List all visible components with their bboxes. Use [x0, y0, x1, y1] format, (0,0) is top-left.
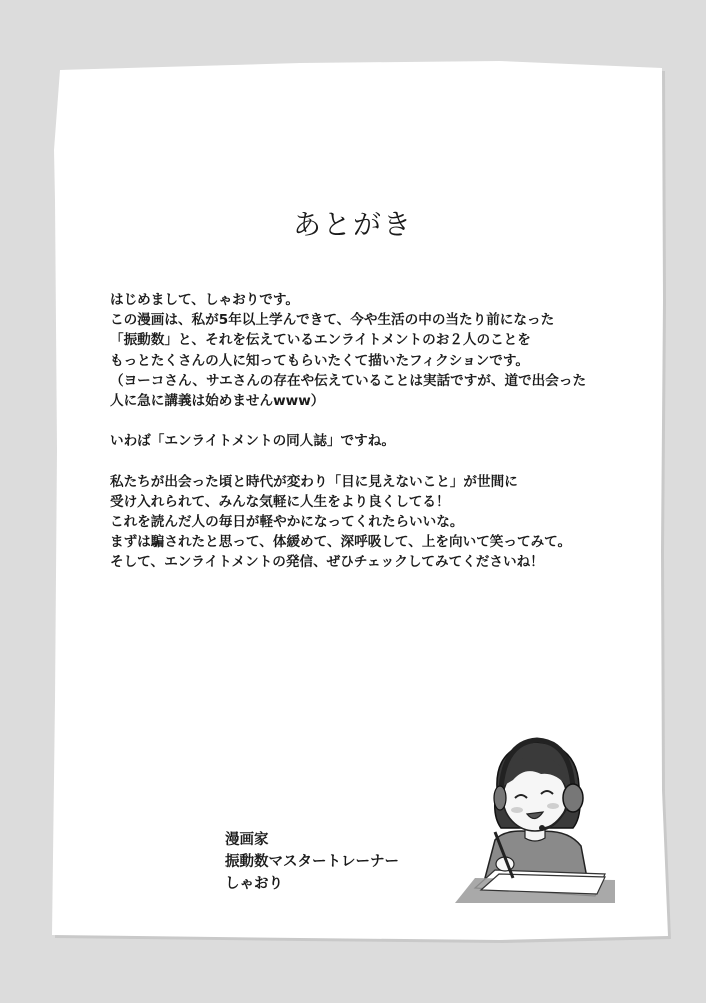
body-line: （ヨーコさん、サエさんの存在や伝えていることは実話ですが、道で出会った	[110, 372, 587, 389]
afterword-body	[110, 290, 610, 573]
signature-role-trainer: 振動数マスタートレーナー	[225, 854, 399, 870]
author-signature	[225, 829, 399, 895]
body-line: そして、エンライトメントの発信、ぜひチェックしてみてくださいね！	[110, 554, 544, 571]
body-line: 人に急に講義は始めませんwww）	[110, 392, 325, 409]
author-drawing-with-headphones-illustration	[455, 728, 615, 903]
body-line: もっとたくさんの人に知ってもらいたくて描いたフィクションです。	[110, 352, 529, 369]
body-line: はじめまして、しゃおりです。	[110, 292, 299, 308]
page-title: あとがき	[292, 208, 413, 241]
body-line: 私たちが出会った頃と時代が変わり「目に見えないこと」が世間に	[110, 473, 518, 490]
body-line: 「振動数」と、それを伝えているエンライトメントのお２人のことを	[110, 332, 531, 349]
body-line: 受け入れられて、みんな気軽に人生をより良くしてる！	[110, 493, 450, 510]
signature-role-manga-artist: 漫画家	[225, 832, 269, 848]
paragraph-gap	[110, 452, 610, 472]
signature-name: しゃおり	[225, 876, 283, 892]
body-line: この漫画は、私が5年以上学んできて、今や生活の中の当たり前になった	[110, 312, 555, 329]
body-line: まずは騙されたと思って、体緩めて、深呼吸して、上を向いて笑ってみて。	[110, 534, 572, 551]
body-line: これを読んだ人の毎日が軽やかになってくれたらいいな。	[110, 514, 464, 531]
paragraph-gap	[110, 411, 610, 431]
body-line: いわば「エンライトメントの同人誌」ですね。	[110, 433, 395, 450]
